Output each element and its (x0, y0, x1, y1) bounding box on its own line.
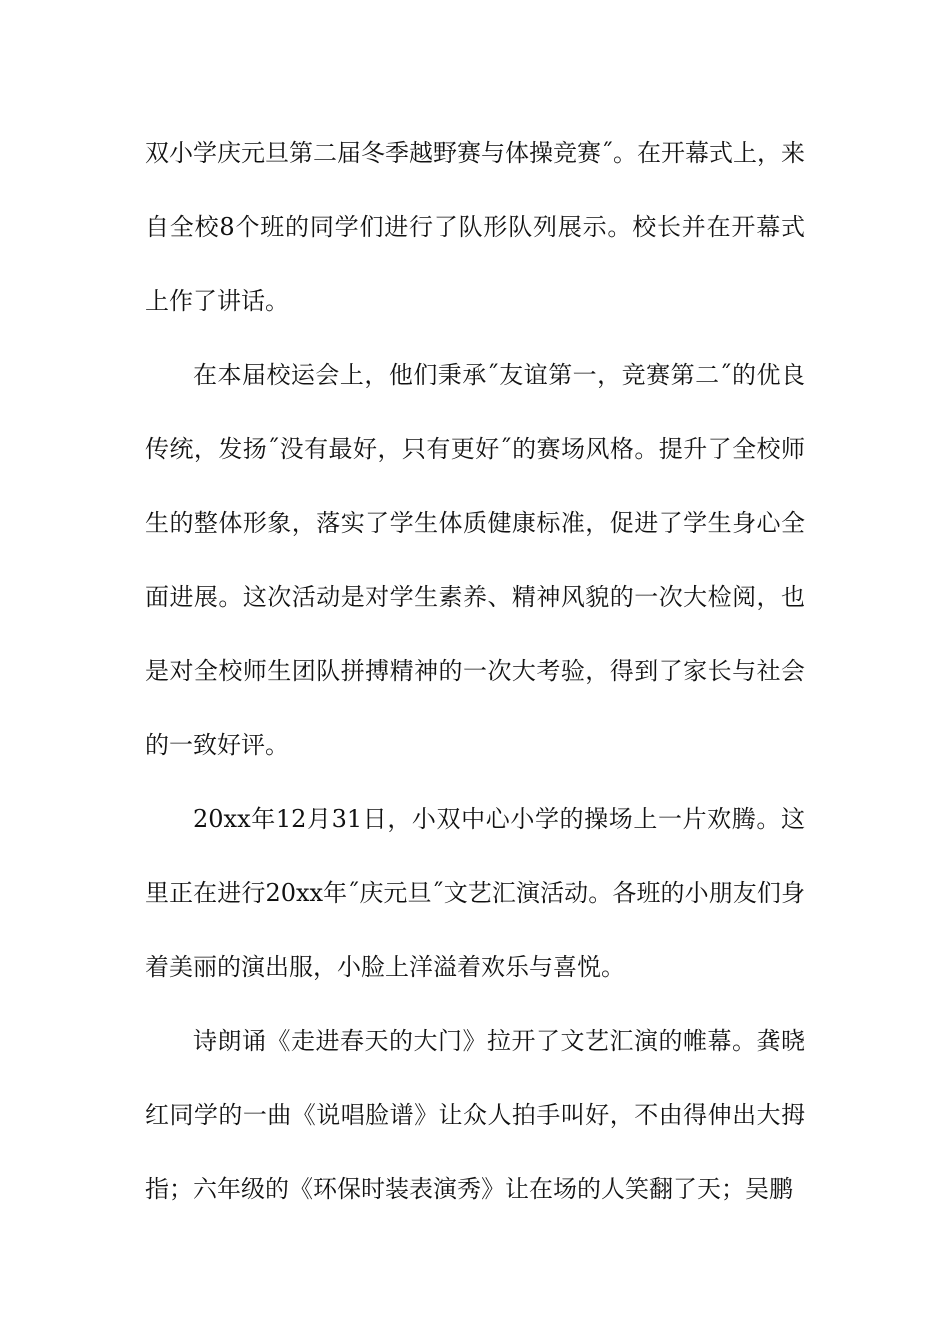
paragraph-1: 双小学庆元旦第二届冬季越野赛与体操竞赛˝。在开幕式上，来自全校8个班的同学们进行了队形队列展示。校长并在开幕式上作了讲话。 (145, 139, 805, 315)
paragraph-4: 诗朗诵《走进春天的大门》拉开了文艺汇演的帷幕。龚晓红同学的一曲《说唱脸谱》让众人拍手叫好，不由得伸出大拇指；六年级的《环保时装表演秀》让在场的人笑翻了天；吴鹏 (145, 1027, 805, 1203)
paragraph-3: 20xx年12月31日，小双中心小学的操场上一片欢腾。这里正在进行20xx年˝庆元旦˝文艺汇演活动。各班的小朋友们身着美丽的演出服，小脸上洋溢着欢乐与喜悦。 (145, 805, 805, 981)
paragraph-2: 在本届校运会上，他们秉承˝友谊第一，竞赛第二˝的优良传统，发扬˝没有最好，只有更好˝的赛场风格。提升了全校师生的整体形象，落实了学生体质健康标准，促进了学生身心全面进展。这次活动是对学生素养、精神风貌的一次大检阅，也是对全校师生团队拼搏精神的一次大考验，得到了家长与社会的一致好评。 (145, 361, 805, 759)
document-body (145, 116, 805, 1226)
